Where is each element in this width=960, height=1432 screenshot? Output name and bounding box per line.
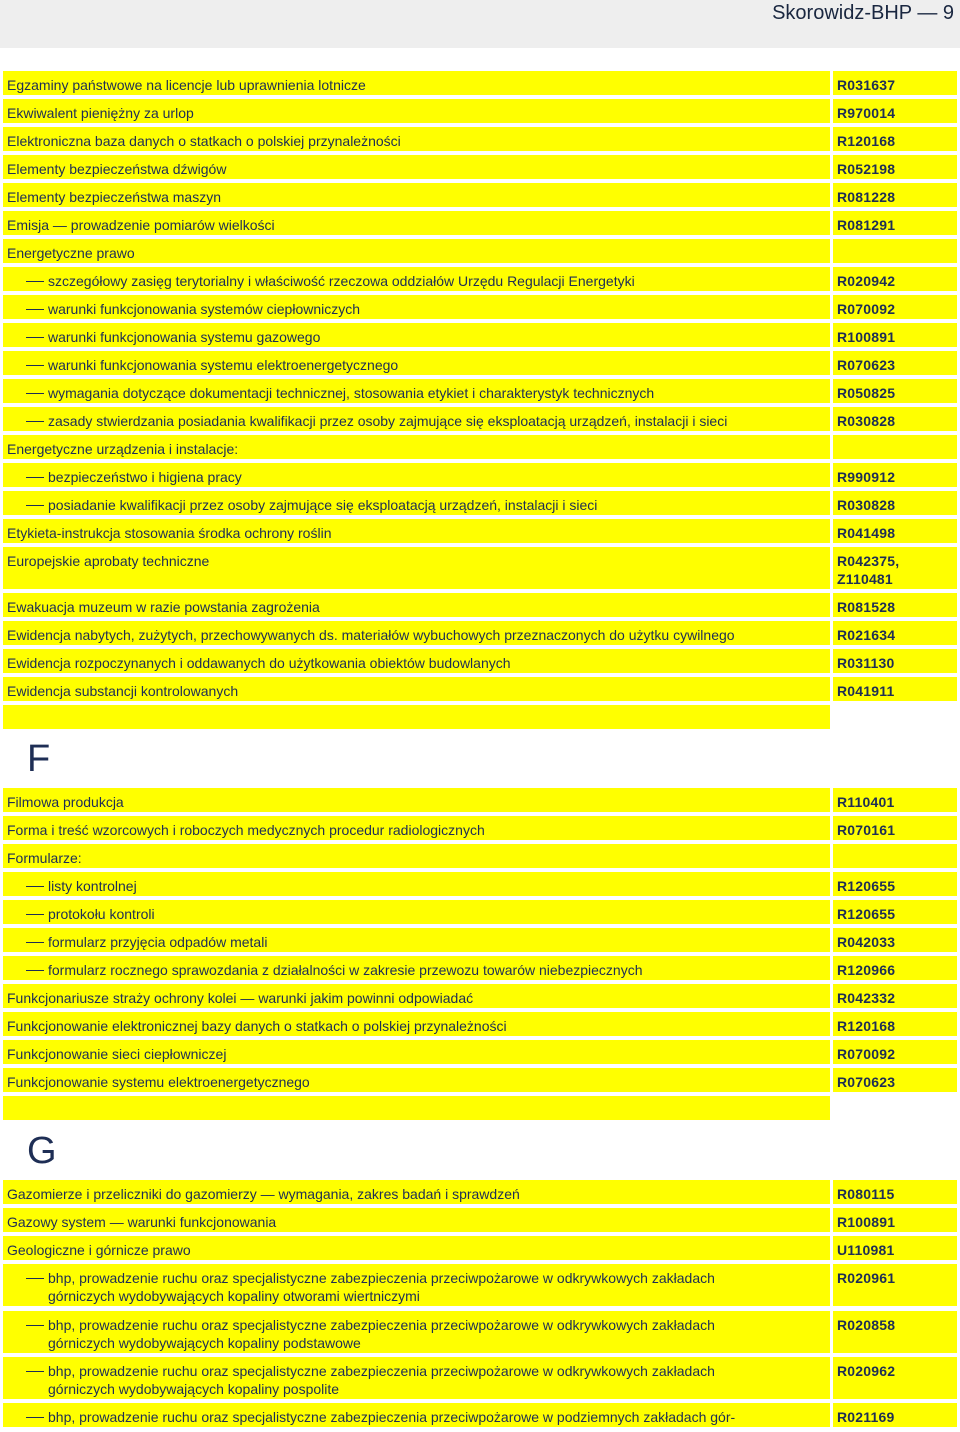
index-row: [0, 1012, 960, 1036]
dash-icon: [26, 281, 44, 282]
reference-code: R042033: [837, 934, 896, 950]
entry-text: Ewakuacja muzeum w razie powstania zagrożenia: [7, 599, 320, 615]
entry-text: Funkcjonowanie sieci ciepłowniczej: [7, 1046, 227, 1062]
reference-code-cell: [833, 547, 957, 589]
index-row: [0, 928, 960, 952]
reference-code-cell: [833, 788, 957, 812]
reference-code-cell: [833, 155, 957, 179]
index-row: [0, 239, 960, 263]
reference-code: R030828: [837, 497, 896, 513]
reference-code: R031637: [837, 77, 896, 93]
entry-text-continued: górniczych wydobywających kopaliny otworami wiertniczymi: [48, 1288, 420, 1304]
reference-code: R070092: [837, 1046, 896, 1062]
reference-code-cell: [833, 844, 957, 868]
reference-code: U110981: [837, 1242, 895, 1258]
reference-code-cell: [833, 1208, 957, 1232]
reference-code: R120655: [837, 906, 896, 922]
section-letter-f: F: [27, 738, 51, 780]
entry-cell: [3, 1012, 830, 1036]
entry-text: Filmowa produkcja: [7, 794, 124, 810]
entry-text: Funkcjonowanie systemu elektroenergetycznego: [7, 1074, 310, 1090]
reference-code: R990912: [837, 469, 896, 485]
entry-cell: [3, 547, 830, 589]
reference-code: R030828: [837, 413, 896, 429]
entry-cell: [3, 239, 830, 263]
index-row: [0, 183, 960, 207]
reference-code-cell: [833, 593, 957, 617]
index-row: [0, 1403, 960, 1427]
index-row: [0, 463, 960, 487]
reference-code: R120168: [837, 1018, 896, 1034]
dash-icon: [26, 365, 44, 366]
dash-icon: [26, 886, 44, 887]
entry-text: Funkcjonariusze straży ochrony kolei — warunki jakim powinni odpowiadać: [7, 990, 474, 1006]
dash-icon: [26, 1278, 44, 1279]
dash-icon: [26, 505, 44, 506]
reference-code-cell: [833, 295, 957, 319]
entry-cell: [3, 1180, 830, 1204]
reference-code: R021634: [837, 627, 896, 643]
dash-icon: [26, 1417, 44, 1418]
entry-text: listy kontrolnej: [48, 878, 137, 894]
index-row: [0, 155, 960, 179]
reference-code-cell: [833, 351, 957, 375]
entry-text: bhp, prowadzenie ruchu oraz specjalistyczne zabezpieczenia przeciwpożarowe w odkrywkowych zakładach górniczych wydobywających kopaliny pospolite: [48, 1363, 715, 1397]
entry-text: Formularze:: [7, 850, 82, 866]
entry-cell: [3, 1264, 830, 1306]
reference-code-cell: [833, 649, 957, 673]
entry-text: Energetyczne prawo: [7, 245, 135, 261]
reference-code-cell: [833, 1068, 957, 1092]
entry-text: bezpieczeństwo i higiena pracy: [48, 469, 242, 485]
entry-cell: [3, 844, 830, 868]
entry-cell: [3, 621, 830, 645]
entry-text: Elementy bezpieczeństwa dźwigów: [7, 161, 227, 177]
reference-code-cell: [833, 928, 957, 952]
entry-cell: [3, 295, 830, 319]
entry-text: Gazomierze i przeliczniki do gazomierzy — wymagania, zakres badań i sprawdzeń: [7, 1186, 520, 1202]
entry-text: Funkcjonowanie elektronicznej bazy danych o statkach o polskiej przynależności: [7, 1018, 507, 1034]
entry-text: warunki funkcjonowania systemu gazowego: [48, 329, 321, 345]
empty-cell: [3, 705, 830, 729]
reference-code: R120655: [837, 878, 896, 894]
entry-cell: [3, 900, 830, 924]
reference-code: R020962: [837, 1363, 896, 1379]
index-row: [0, 211, 960, 235]
page-header: [0, 0, 960, 48]
reference-code: R110401: [837, 794, 895, 810]
entry-cell: [3, 1357, 830, 1399]
reference-code-cell: [833, 407, 957, 431]
entry-cell: [3, 1311, 830, 1353]
entry-cell: [3, 956, 830, 980]
entry-text: bhp, prowadzenie ruchu oraz specjalistyczne zabezpieczenia przeciwpożarowe w odkrywkowych zakładach górniczych wydobywających kopaliny otworami wiertniczymi: [48, 1270, 715, 1304]
reference-code-cell: [833, 956, 957, 980]
index-row: [0, 491, 960, 515]
reference-code-cell: [833, 239, 957, 263]
index-row: [0, 1180, 960, 1204]
reference-code-cell: [833, 435, 957, 459]
reference-code-cell: [833, 1040, 957, 1064]
entry-text: Forma i treść wzorcowych i roboczych medycznych procedur radiologicznych: [7, 822, 485, 838]
entry-cell: [3, 435, 830, 459]
reference-code-cell: [833, 491, 957, 515]
entry-cell: [3, 984, 830, 1008]
entry-text: wymagania dotyczące dokumentacji technicznej, stosowania etykiet i charakterystyk technicznych: [48, 385, 655, 401]
reference-code-cell: [833, 984, 957, 1008]
reference-code: R042332: [837, 990, 896, 1006]
index-row: [0, 407, 960, 431]
entry-text-continued: górniczych wydobywających kopaliny pospolite: [48, 1381, 340, 1397]
entry-text: Egzaminy państwowe na licencje lub uprawnienia lotnicze: [7, 77, 366, 93]
reference-code-cell: [833, 127, 957, 151]
entry-cell: [3, 127, 830, 151]
entry-cell: [3, 211, 830, 235]
index-row: [0, 621, 960, 645]
entry-text: Ewidencja nabytych, zużytych, przechowywanych ds. materiałów wybuchowych przeznaczonych do użytku cywilnego: [7, 627, 735, 643]
reference-code: R080115: [837, 1186, 895, 1202]
entry-text: Gazowy system — warunki funkcjonowania: [7, 1214, 277, 1230]
index-row: [0, 379, 960, 403]
reference-code-cell: [833, 211, 957, 235]
reference-code: R052198: [837, 161, 896, 177]
entry-text-continued: górniczych wydobywających kopaliny podstawowe: [48, 1335, 361, 1351]
entry-cell: [3, 155, 830, 179]
index-row: [0, 127, 960, 151]
reference-code: R050825: [837, 385, 896, 401]
reference-code-cell: [833, 1012, 957, 1036]
page-header-title: Skorowidz-BHP — 9: [772, 2, 954, 24]
entry-text: Europejskie aprobaty techniczne: [7, 553, 210, 569]
reference-code-cell: [833, 379, 957, 403]
entry-text: Emisja — prowadzenie pomiarów wielkości: [7, 217, 275, 233]
reference-code-cell: [833, 872, 957, 896]
index-row: [0, 519, 960, 543]
reference-code: R081291: [837, 217, 896, 233]
index-row: [0, 295, 960, 319]
reference-code: R070623: [837, 1074, 896, 1090]
dash-icon: [26, 1325, 44, 1326]
entry-cell: [3, 407, 830, 431]
reference-code: R100891: [837, 1214, 896, 1230]
entry-cell: [3, 71, 830, 95]
reference-code-cell: [833, 99, 957, 123]
index-row: [0, 900, 960, 924]
entry-text: Ekwiwalent pieniężny za urlop: [7, 105, 194, 121]
reference-code: R020961: [837, 1270, 896, 1286]
entry-text: Energetyczne urządzenia i instalacje:: [7, 441, 239, 457]
index-row: [0, 649, 960, 673]
index-row: [0, 1264, 960, 1306]
entry-cell: [3, 872, 830, 896]
dash-icon: [26, 1371, 44, 1372]
entry-cell: [3, 649, 830, 673]
entry-text: posiadanie kwalifikacji przez osoby zajmujące się eksploatacją urządzeń, instalacji i sieci: [48, 497, 598, 513]
index-row: [0, 99, 960, 123]
empty-cell: [3, 1096, 830, 1120]
reference-code: R020942: [837, 273, 896, 289]
index-row: [0, 1311, 960, 1353]
reference-code-cell: [833, 816, 957, 840]
reference-code: R081528: [837, 599, 896, 615]
entry-cell: [3, 1403, 830, 1427]
entry-cell: [3, 351, 830, 375]
entry-cell: [3, 519, 830, 543]
entry-cell: [3, 379, 830, 403]
entry-cell: [3, 183, 830, 207]
reference-code-cell: [833, 1264, 957, 1306]
entry-cell: [3, 267, 830, 291]
index-row: [0, 1357, 960, 1399]
dash-icon: [26, 970, 44, 971]
reference-code: R021169: [837, 1409, 895, 1425]
reference-code-cell: [833, 1180, 957, 1204]
entry-cell: [3, 99, 830, 123]
entry-text: Elementy bezpieczeństwa maszyn: [7, 189, 221, 205]
entry-text: formularz rocznego sprawozdania z działalności w zakresie przewozu towarów niebezpiecznych: [48, 962, 643, 978]
reference-code: R970014: [837, 105, 896, 121]
index-row: [0, 267, 960, 291]
index-row: [0, 677, 960, 701]
dash-icon: [26, 337, 44, 338]
entry-cell: [3, 323, 830, 347]
entry-cell: [3, 1208, 830, 1232]
entry-text: bhp, prowadzenie ruchu oraz specjalistyczne zabezpieczenia przeciwpożarowe w podziemnych zakładach gór-: [48, 1409, 736, 1425]
reference-code: R120168: [837, 133, 896, 149]
reference-code-cell: [833, 183, 957, 207]
dash-icon: [26, 942, 44, 943]
index-row: [0, 844, 960, 868]
reference-code: R020858: [837, 1317, 896, 1333]
entry-text: Ewidencja rozpoczynanych i oddawanych do użytkowania obiektów budowlanych: [7, 655, 511, 671]
reference-code-cell: [833, 1236, 957, 1260]
index-row: [0, 351, 960, 375]
entry-cell: [3, 1236, 830, 1260]
reference-code-cell: [833, 323, 957, 347]
entry-cell: [3, 788, 830, 812]
reference-code: R041498: [837, 525, 896, 541]
index-row: [0, 1236, 960, 1260]
entry-text: warunki funkcjonowania systemów ciepłowniczych: [48, 301, 361, 317]
index-row: [0, 547, 960, 589]
entry-cell: [3, 463, 830, 487]
entry-cell: [3, 1040, 830, 1064]
reference-code: R031130: [837, 655, 895, 671]
reference-code-cell: [833, 1403, 957, 1427]
reference-code-cell: [833, 267, 957, 291]
reference-code-cell: [833, 677, 957, 701]
entry-text: Ewidencja substancji kontrolowanych: [7, 683, 239, 699]
entry-cell: [3, 593, 830, 617]
reference-code: R041911: [837, 683, 895, 699]
index-row: [0, 1208, 960, 1232]
dash-icon: [26, 393, 44, 394]
index-row: [0, 956, 960, 980]
entry-text: protokołu kontroli: [48, 906, 155, 922]
reference-code-cell: [833, 621, 957, 645]
reference-code-cell: [833, 1357, 957, 1399]
dash-icon: [26, 309, 44, 310]
entry-text: Elektroniczna baza danych o statkach o polskiej przynależności: [7, 133, 401, 149]
entry-text: zasady stwierdzania posiadania kwalifikacji przez osoby zajmujące się eksploatacją urządzeń, instalacji i sieci: [48, 413, 728, 429]
reference-code-cell: [833, 463, 957, 487]
reference-code: R070161: [837, 822, 896, 838]
entry-text: Etykieta-instrukcja stosowania środka ochrony roślin: [7, 525, 332, 541]
entry-text: szczegółowy zasięg terytorialny i właściwość rzeczowa oddziałów Urzędu Regulacji Energetyki: [48, 273, 635, 289]
entry-cell: [3, 491, 830, 515]
index-row: [0, 435, 960, 459]
reference-code-2: Z110481: [837, 571, 893, 587]
index-row: [0, 71, 960, 95]
section-letter-g: G: [27, 1130, 57, 1172]
reference-code: R120966: [837, 962, 896, 978]
reference-code: R100891: [837, 329, 896, 345]
reference-code-cell: [833, 71, 957, 95]
entry-text: bhp, prowadzenie ruchu oraz specjalistyczne zabezpieczenia przeciwpożarowe w odkrywkowych zakładach górniczych wydobywających kopaliny podstawowe: [48, 1317, 715, 1351]
reference-code: R042375,: [837, 553, 900, 569]
index-row: [0, 788, 960, 812]
dash-icon: [26, 421, 44, 422]
index-row: [0, 593, 960, 617]
index-row: [0, 984, 960, 1008]
reference-code-cell: [833, 900, 957, 924]
entry-cell: [3, 1068, 830, 1092]
index-row: [0, 1040, 960, 1064]
entry-text: warunki funkcjonowania systemu elektroenergetycznego: [48, 357, 399, 373]
entry-cell: [3, 816, 830, 840]
reference-code: R081228: [837, 189, 896, 205]
entry-cell: [3, 928, 830, 952]
index-row: [0, 816, 960, 840]
entry-text: Geologiczne i górnicze prawo: [7, 1242, 191, 1258]
index-row: [0, 872, 960, 896]
reference-code: R070623: [837, 357, 896, 373]
reference-code-cell: [833, 519, 957, 543]
reference-code: R070092: [837, 301, 896, 317]
index-row: [0, 1068, 960, 1092]
dash-icon: [26, 914, 44, 915]
entry-cell: [3, 677, 830, 701]
dash-icon: [26, 477, 44, 478]
index-row: [0, 323, 960, 347]
reference-code-cell: [833, 1311, 957, 1353]
entry-text: formularz przyjęcia odpadów metali: [48, 934, 268, 950]
